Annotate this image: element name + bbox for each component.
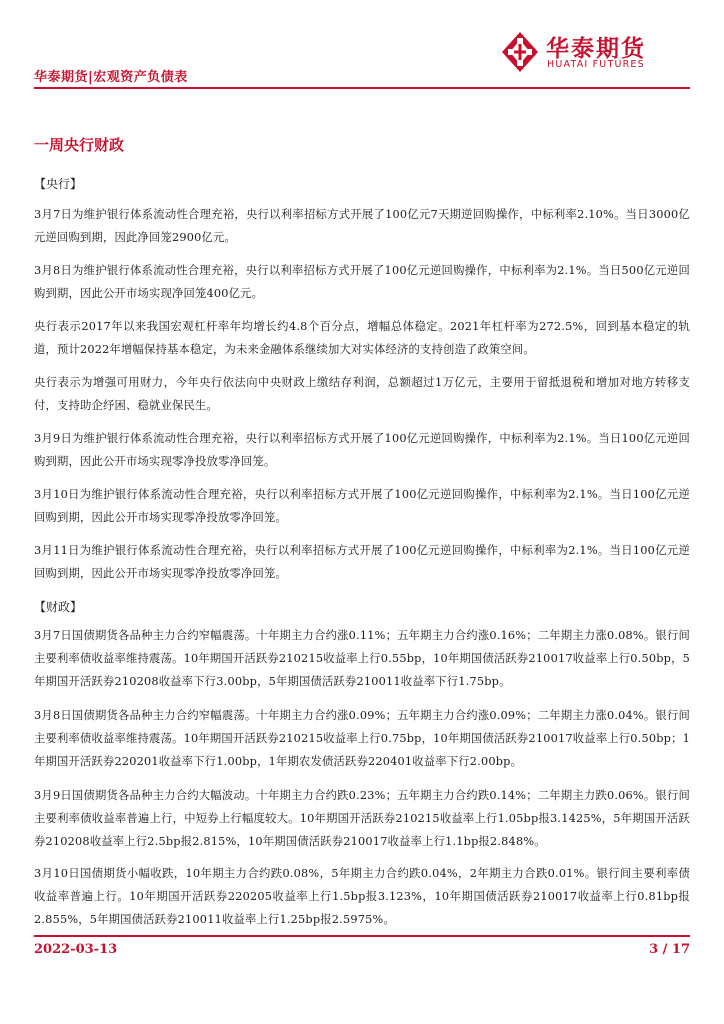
central-bank-label: 【央行】	[34, 177, 83, 191]
header-title: 华泰期货|宏观资产负债表	[34, 70, 188, 85]
fiscal-paragraph-3: 3月9日国债期货各品种主力合约大幅波动。十年期主力合约跌0.23%；五年期主力合约跌0.14%；二年期主力跌0.06%。银行间主要利率债收益率普遍上行，中短券上行幅度较大。10年期国开活跃券210215收益率上行1.05bp报3.1425%，5年期国开活跃券210208收益率上行2.5bp报2.815%，10年期国债活跃券210017收益率上行1.1bp报2.848%。	[34, 789, 690, 848]
central-bank-paragraph-6: 3月10日为维护银行体系流动性合理充裕，央行以利率招标方式开展了100亿元逆回购操作，中标利率为2.1%。当日100亿元逆回购到期，因此公开市场实现零净投放零净回笼。	[34, 488, 690, 524]
logo-text-cn: 华泰期货	[546, 36, 646, 62]
section-title: 一周央行财政	[34, 136, 125, 154]
central-bank-paragraph-4: 央行表示为增强可用财力，今年央行依法向中央财政上缴结存利润，总额超过1万亿元，主要用于留抵退税和增加对地方转移支付，支持助企纾困、稳就业保民生。	[34, 376, 690, 412]
header-divider	[34, 87, 690, 89]
central-bank-paragraph-5: 3月9日为维护银行体系流动性合理充裕，央行以利率招标方式开展了100亿元逆回购操作，中标利率为2.1%。当日100亿元逆回购到期，因此公开市场实现零净投放零净回笼。	[34, 432, 690, 468]
logo-mark-icon	[500, 30, 540, 74]
central-bank-paragraph-2: 3月8日为维护银行体系流动性合理充裕，央行以利率招标方式开展了100亿元逆回购操作，中标利率为2.1%。当日500亿元逆回购到期，因此公开市场实现净回笼400亿元。	[34, 264, 690, 300]
fiscal-paragraph-2: 3月8日国债期货各品种主力合约窄幅震荡。十年期主力合约涨0.09%；五年期主力合约涨0.09%；二年期主力涨0.04%。银行间主要利率债收益率维持震荡。10年期国开活跃券210215收益率上行0.75bp，10年期国债活跃券210017收益率上行0.50bp；1年期国开活跃券220201收益率下行1.00bp，1年期农发债活跃券220401收益率下行2.00bp。	[34, 709, 690, 768]
footer-divider	[34, 935, 690, 937]
footer-date: 2022-03-13	[34, 942, 118, 957]
company-logo	[500, 30, 690, 76]
fiscal-paragraph-1: 3月7日国债期货各品种主力合约窄幅震荡。十年期主力合约涨0.11%；五年期主力合约涨0.16%；二年期主力涨0.08%。银行间主要利率债收益率维持震荡。10年期国开活跃券210215收益率上行0.55bp，10年期国债活跃券210017收益率上行0.50bp，5年期国开活跃券210208收益率下行3.00bp，5年期国债活跃券210011收益率下行1.75bp。	[34, 629, 690, 688]
fiscal-label: 【财政】	[34, 600, 83, 614]
page-number: 3 / 17	[649, 942, 690, 957]
central-bank-paragraph-1: 3月7日为维护银行体系流动性合理充裕，央行以利率招标方式开展了100亿元7天期逆回购操作，中标利率2.10%。当日3000亿元逆回购到期，因此净回笼2900亿元。	[34, 208, 690, 244]
logo-text-en: HUATAI FUTURES	[547, 59, 645, 70]
central-bank-paragraph-7: 3月11日为维护银行体系流动性合理充裕，央行以利率招标方式开展了100亿元逆回购操作，中标利率为2.1%。当日100亿元逆回购到期，因此公开市场实现零净投放零净回笼。	[34, 544, 690, 580]
fiscal-paragraph-4: 3月10日国债期货小幅收跌，10年期主力合约跌0.08%，5年期主力合约跌0.04%，2年期主力合跌0.01%。银行间主要利率债收益率普遍上行。10年期国开活跃券220205收益率上行1.5bp报3.123%，10年期国债活跃券210017收益率上行0.81bp报2.855%，5年期国债活跃券210011收益率上行1.25bp报2.5975%。	[34, 867, 690, 926]
central-bank-paragraph-3: 央行表示2017年以来我国宏观杠杆率年均增长约4.8个百分点，增幅总体稳定。2021年杠杆率为272.5%，回到基本稳定的轨道，预计2022年增幅保持基本稳定，为未来金融体系继续加大对实体经济的支持创造了政策空间。	[34, 320, 690, 356]
